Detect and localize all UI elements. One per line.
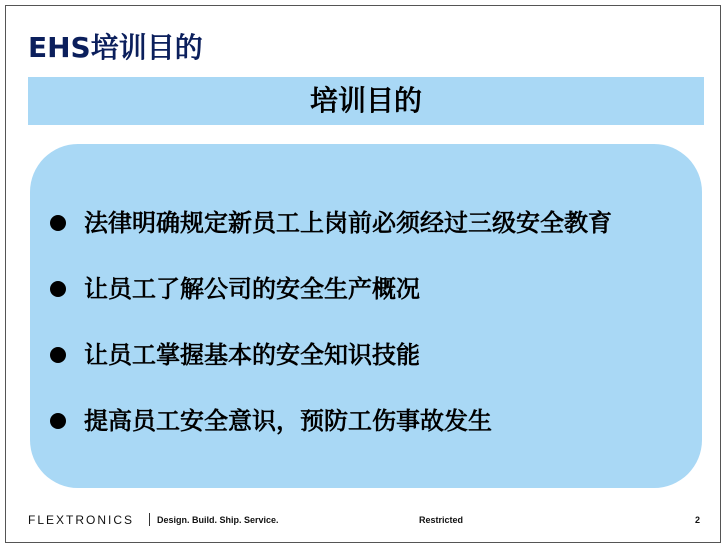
footer-divider xyxy=(149,513,150,526)
list-item xyxy=(50,338,695,404)
content-panel xyxy=(30,144,702,488)
list-item xyxy=(50,206,695,272)
brand-tagline: Design. Build. Ship. Service. xyxy=(157,515,279,525)
slide-title: EHS培训目的 xyxy=(28,31,203,64)
bullet-list xyxy=(50,206,695,470)
section-banner: 培训目的 xyxy=(28,77,704,125)
classification-label: Restricted xyxy=(419,515,464,525)
bullet-dot-icon xyxy=(50,281,66,297)
bullet-text: 让员工了解公司的安全生产概况 xyxy=(84,274,420,303)
bullet-text: 法律明确规定新员工上岗前必须经过三级安全教育 xyxy=(84,208,612,237)
bullet-dot-icon xyxy=(50,347,66,363)
bullet-dot-icon xyxy=(50,215,66,231)
bullet-dot-icon xyxy=(50,413,66,429)
slide xyxy=(5,5,721,543)
list-item xyxy=(50,272,695,338)
footer xyxy=(6,511,722,531)
list-item xyxy=(50,404,695,470)
bullet-text: 让员工掌握基本的安全知识技能 xyxy=(84,340,420,369)
bullet-text: 提高员工安全意识，预防工伤事故发生 xyxy=(84,406,492,435)
brand-logo-text: FLEXTRONICS xyxy=(28,513,135,527)
page-number: 2 xyxy=(695,515,701,525)
